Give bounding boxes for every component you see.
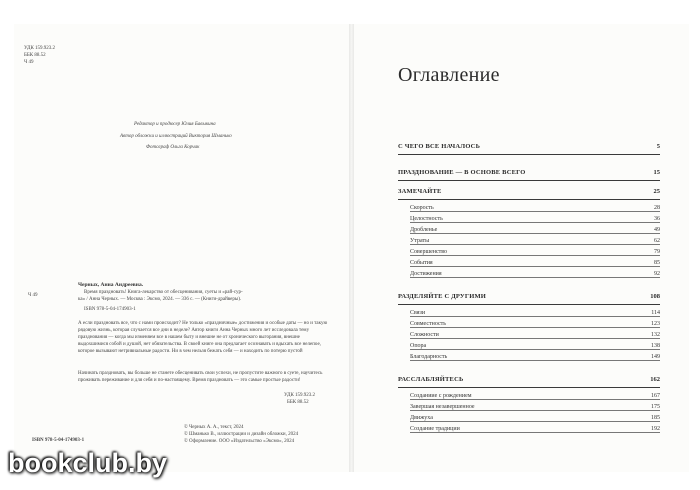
toc-item-label: Опора xyxy=(410,343,427,349)
toc-item-page: 185 xyxy=(651,415,660,421)
toc-item[interactable] xyxy=(410,216,660,224)
toc-section[interactable] xyxy=(398,143,660,155)
toc-section[interactable] xyxy=(398,188,660,200)
section-rule xyxy=(398,154,660,155)
leader-dots xyxy=(410,338,660,339)
toc-item-page: 62 xyxy=(654,238,660,244)
toc-item[interactable] xyxy=(410,310,660,318)
toc-item[interactable] xyxy=(410,271,660,279)
toc-item-label: Завершая незавершенное xyxy=(410,404,475,410)
description-line-2: ка» / Анна Черных. — Москва : Эксмо, 2024. — 336 с. — (Книги-драйверы). xyxy=(78,297,242,302)
imprint-page xyxy=(14,24,349,472)
toc-section-label: РАССЛАБЛЯЙТЕСЬ xyxy=(398,376,464,383)
toc-section[interactable] xyxy=(398,376,660,388)
leader-dots xyxy=(410,327,660,328)
toc-item-label: Совместность xyxy=(410,321,447,327)
copyright-1: © Черных А. А., текст, 2024 xyxy=(184,425,244,430)
leader-dots xyxy=(410,421,660,422)
leader-dots xyxy=(410,255,660,256)
toc-section-page: 25 xyxy=(653,188,660,195)
toc-item[interactable] xyxy=(410,205,660,213)
section-rule xyxy=(398,180,660,181)
leader-dots xyxy=(410,211,660,212)
toc-item-page: 92 xyxy=(654,271,660,277)
toc-item-page: 79 xyxy=(654,249,660,255)
toc-item[interactable] xyxy=(410,227,660,235)
author-name: Черных, Анна Андреевна. xyxy=(78,282,144,288)
toc-title: Оглавление xyxy=(398,64,500,86)
bbk-code: ББК 88.52 xyxy=(24,53,46,58)
toc-section-label: С ЧЕГО ВСЕ НАЧАЛОСЬ xyxy=(398,143,481,150)
udc-right: УДК 159.923.2 xyxy=(284,393,316,398)
toc-item-page: 132 xyxy=(651,332,660,338)
toc-item-label: Целостность xyxy=(410,216,443,222)
copyright-2: © Шманько В., иллюстрации и дизайн обложки, 2024 xyxy=(184,432,299,437)
toc-item-label: Создание традиции xyxy=(410,426,460,432)
leader-dots xyxy=(410,244,660,245)
toc-page xyxy=(354,24,689,472)
credit-photographer: Фотограф Ольга Корчак xyxy=(146,145,200,150)
leader-dots xyxy=(410,222,660,223)
toc-item-label: Дробленье xyxy=(410,227,438,233)
toc-item-label: Утраты xyxy=(410,238,430,244)
description-line-1: Время праздновать! Книга-лекарство от обесценивания, суеты и «рай-сур- xyxy=(84,290,243,295)
toc-item[interactable] xyxy=(410,260,660,268)
toc-item-page: 175 xyxy=(651,404,660,410)
udc-code: УДК 159.923.2 xyxy=(24,46,56,51)
toc-section[interactable] xyxy=(398,293,660,305)
toc-item-label: Связи xyxy=(410,310,426,316)
toc-section-label: ПРАЗДНОВАНИЕ — В ОСНОВЕ ВСЕГО xyxy=(398,169,526,176)
toc-item-label: Сложности xyxy=(410,332,439,338)
toc-item[interactable] xyxy=(410,321,660,329)
leader-dots xyxy=(410,432,660,433)
leader-dots xyxy=(410,277,660,278)
toc-item-page: 28 xyxy=(654,205,660,211)
leader-dots xyxy=(410,399,660,400)
author-mark: Ч 49 xyxy=(24,60,34,65)
annotation-text: А если праздновать все, что с нами происходит? Не только «праздничные» достижения и особые даты — но и такую рядовую жизнь, которая случается все дни в неделе? Автор книги Анна Черных много лет исследовала тему празднования — когда мы изменяем все в нашем быту и внешне не от хронического выгорания, внешне выдохшимися собой и душой, нет обязательства. В своей книге она предлагает осознавать и вдыхать все нелепое, которое вызывают нетривиальные радости. Ни в чем нельзя бежать себя — и находить по потерю пустой xyxy=(78,321,328,354)
toc-item-label: Совершенство xyxy=(410,249,448,255)
description-isbn: ISBN 978-5-04-174903-1 xyxy=(84,307,136,312)
isbn-bottom: ISBN 978-5-04-174903-1 xyxy=(32,438,85,443)
toc-section-label: ЗАМЕЧАЙТЕ xyxy=(398,188,442,195)
toc-item-page: 49 xyxy=(654,227,660,233)
toc-item[interactable] xyxy=(410,393,660,401)
toc-section-page: 108 xyxy=(650,293,660,300)
leader-dots xyxy=(410,360,660,361)
leader-dots xyxy=(410,316,660,317)
credit-illustrator: Автор обложки и иллюстраций Виктория Шманько xyxy=(120,134,232,139)
toc-item[interactable] xyxy=(410,426,660,434)
toc-item[interactable] xyxy=(410,249,660,257)
toc-section-label: РАЗДЕЛЯЙТЕ С ДРУГИМИ xyxy=(398,293,487,300)
leader-dots xyxy=(410,410,660,411)
toc-item[interactable] xyxy=(410,354,660,362)
toc-item[interactable] xyxy=(410,343,660,351)
toc-item-label: Достижения xyxy=(410,271,442,277)
toc-item[interactable] xyxy=(410,238,660,246)
toc-section-page: 5 xyxy=(656,143,660,150)
leader-dots xyxy=(410,233,660,234)
credit-editor: Редактор и продюсер Юлия Бавыкина xyxy=(134,122,216,127)
toc-item-page: 192 xyxy=(651,426,660,432)
toc-item-page: 114 xyxy=(651,310,660,316)
toc-item-page: 138 xyxy=(651,343,660,349)
section-rule xyxy=(398,387,660,388)
toc-item[interactable] xyxy=(410,404,660,412)
toc-item[interactable] xyxy=(410,332,660,340)
leader-dots xyxy=(410,349,660,350)
copyright-3: © Оформление. ООО «Издательство «Эксмо», 2024 xyxy=(184,439,295,444)
annotation-text-2: Начинать праздновать, вы больше не станете обесценивать свои успехи, не пропустите важного в суете, научитесь проживать переживание и для себя и по-настоящему. Время праздновать — это самые простые радости! xyxy=(78,371,323,383)
site-watermark: bookclub.by xyxy=(8,448,168,478)
toc-item-page: 149 xyxy=(651,354,660,360)
leader-dots xyxy=(410,266,660,267)
side-code: Ч 49 xyxy=(28,293,38,298)
section-rule xyxy=(398,199,660,200)
toc-item-label: Скорость xyxy=(410,205,434,211)
toc-item-label: Созданиие с рождением xyxy=(410,393,472,399)
toc-item-page: 36 xyxy=(654,216,660,222)
toc-item-page: 85 xyxy=(654,260,660,266)
toc-section-page: 15 xyxy=(653,169,660,176)
toc-item-label: События xyxy=(410,260,433,266)
toc-item-label: Благодарность xyxy=(410,354,448,360)
toc-section[interactable] xyxy=(398,169,660,181)
toc-item-label: Движуха xyxy=(410,415,433,421)
toc-item[interactable] xyxy=(410,415,660,423)
toc-item-page: 123 xyxy=(651,321,660,327)
toc-item-page: 167 xyxy=(651,393,660,399)
bbk-right: ББК 88.52 xyxy=(287,400,309,405)
book-spread xyxy=(14,24,689,472)
toc-section-page: 162 xyxy=(650,376,660,383)
section-rule xyxy=(398,304,660,305)
